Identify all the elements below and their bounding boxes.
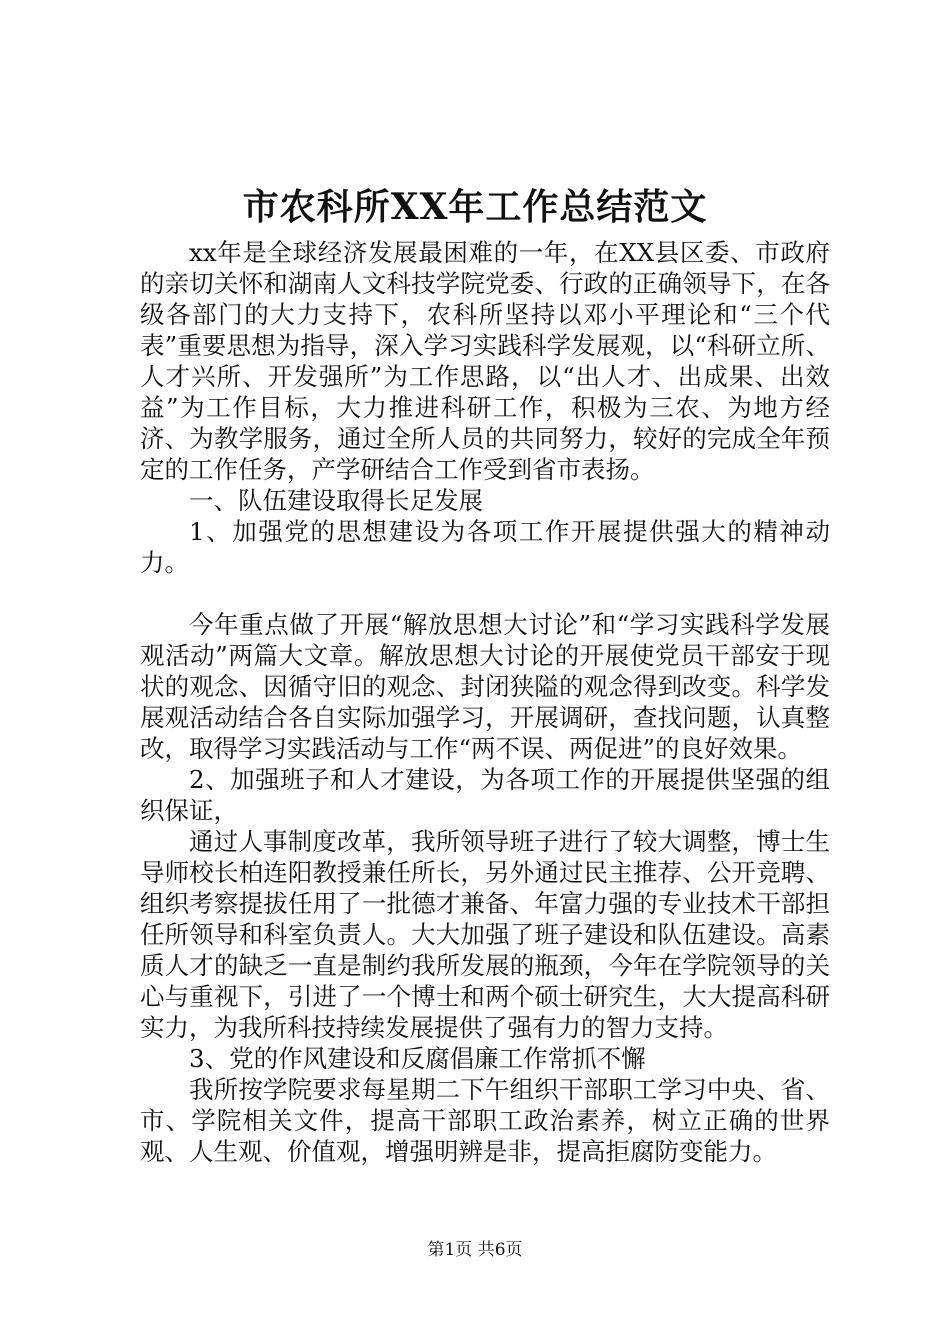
subheading-style-anticorruption: 3、党的作风建设和反腐倡廉工作常抓不懈 xyxy=(189,1044,646,1073)
section-heading-team-building: 一、队伍建设取得长足发展 xyxy=(189,486,483,515)
document-title: 市农科所XX年工作总结范文 xyxy=(242,186,708,228)
subheading-leadership-talent: 2、加强班子和人才建设，为各项工作的开展提供坚强的组织保证， xyxy=(140,765,830,825)
paragraph-style-anticorruption: 我所按学院要求每星期二下午组织干部职工学习中央、省、市、学院相关文件，提高干部职工政治素养，树立正确的世界观、人生观、价值观，增强明辨是非，提高拒腐防变能力。 xyxy=(140,1075,830,1166)
page-footer: 第1页 共6页 xyxy=(427,1240,523,1260)
document-body xyxy=(140,237,830,1167)
paragraph-intro: xx年是全球经济发展最困难的一年，在XX县区委、市政府的亲切关怀和湖南人文科技学院党委、行政的正确领导下，在各级各部门的大力支持下，农科所坚持以邓小平理论和“三个代表”重要思想为指导，深入学习实践科学发展观，以“科研立所、人才兴所、开发强所”为工作思路，以“出人才、出成果、出效益”为工作目标，大力推进科研工作，积极为三农、为地方经济、为教学服务，通过全所人员的共同努力，较好的完成全年预定的工作任务，产学研结合工作受到省市表扬。 xyxy=(140,238,830,484)
paragraph-ideological-building: 今年重点做了开展“解放思想大讨论”和“学习实践科学发展观活动”两篇大文章。解放思想大讨论的开展使党员干部安于现状的观念、因循守旧的观念、封闭狭隘的观念得到改变。科学发展观活动结合各自实际加强学习，开展调研，查找问题，认真整改，取得学习实践活动与工作“两不误、两促进”的良好效果。 xyxy=(140,610,830,763)
subheading-ideological-building: 1、加强党的思想建设为各项工作开展提供强大的精神动力。 xyxy=(140,517,830,577)
paragraph-leadership-talent: 通过人事制度改革，我所领导班子进行了较大调整，博士生导师校长柏连阳教授兼任所长，另外通过民主推荐、公开竞聘、组织考察提拔任用了一批德才兼备、年富力强的专业技术干部担任所领导和科室负责人。大大加强了班子建设和队伍建设。高素质人才的缺乏一直是制约我所发展的瓶颈，今年在学院领导的关心与重视下，引进了一个博士和两个硕士研究生，大大提高科研实力，为我所科技持续发展提供了强有力的智力支持。 xyxy=(140,827,830,1042)
